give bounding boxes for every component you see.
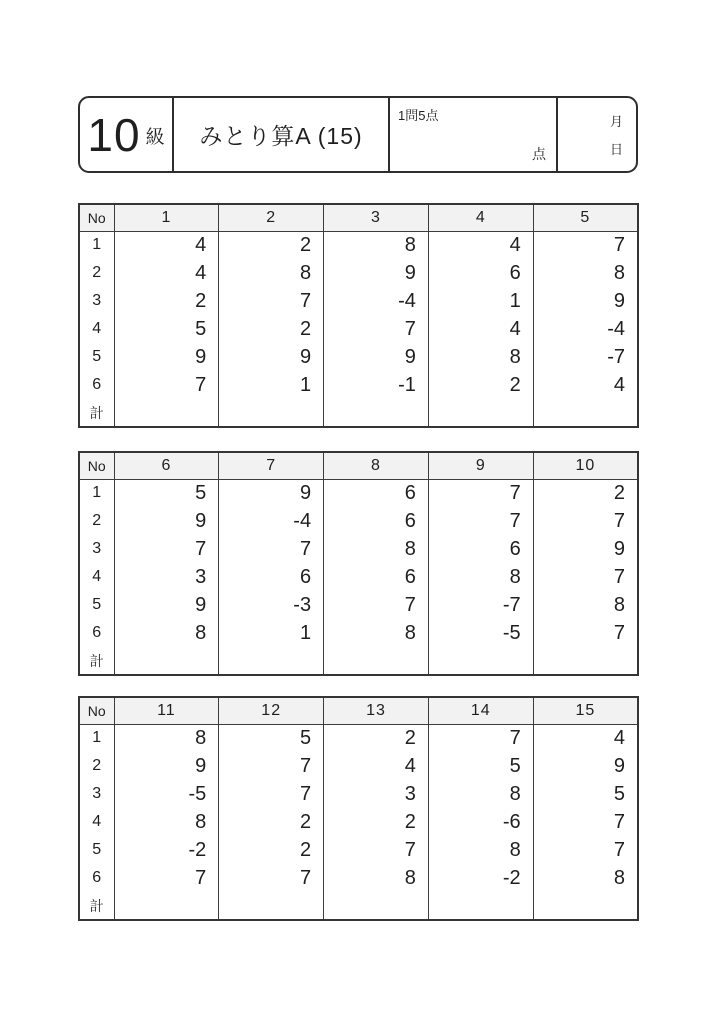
column-header-row: [79, 697, 638, 724]
value-cell: 7: [219, 535, 324, 563]
level-cell: [80, 98, 174, 171]
total-cell: [428, 647, 533, 675]
column-header: 4: [428, 204, 533, 231]
day-label: 日: [609, 142, 623, 157]
value-cell: 7: [428, 724, 533, 752]
row-label: 2: [79, 259, 114, 287]
value-cell: 9: [324, 259, 429, 287]
row-label: 5: [79, 591, 114, 619]
value-cell: 7: [324, 591, 429, 619]
value-cell: 8: [114, 619, 219, 647]
value-cell: 4: [114, 231, 219, 259]
table-row: [79, 808, 638, 836]
no-header: No: [79, 204, 114, 231]
value-cell: -4: [324, 287, 429, 315]
total-cell: [324, 647, 429, 675]
value-cell: 7: [533, 808, 638, 836]
value-cell: -5: [114, 780, 219, 808]
level-number: 10: [87, 108, 141, 161]
value-cell: 2: [114, 287, 219, 315]
value-cell: 7: [324, 315, 429, 343]
value-cell: 1: [219, 619, 324, 647]
table-row: [79, 724, 638, 752]
value-cell: -1: [324, 371, 429, 399]
value-cell: 3: [324, 780, 429, 808]
column-header: 13: [324, 697, 429, 724]
value-cell: 9: [114, 752, 219, 780]
row-label: 6: [79, 371, 114, 399]
value-cell: 5: [114, 479, 219, 507]
value-cell: 8: [428, 343, 533, 371]
row-label: 4: [79, 563, 114, 591]
row-label: 5: [79, 836, 114, 864]
column-header: 3: [324, 204, 429, 231]
total-cell: [428, 892, 533, 920]
value-cell: 7: [114, 535, 219, 563]
total-cell: [533, 892, 638, 920]
level-suffix: 級: [145, 127, 165, 148]
value-cell: 6: [428, 259, 533, 287]
worksheet-title: みとり算A (15): [174, 98, 390, 171]
total-row: [79, 399, 638, 427]
value-cell: -5: [428, 619, 533, 647]
column-header: 1: [114, 204, 219, 231]
no-header: No: [79, 697, 114, 724]
value-cell: 7: [114, 371, 219, 399]
total-cell: [533, 399, 638, 427]
value-cell: 7: [428, 507, 533, 535]
value-cell: 7: [533, 836, 638, 864]
value-cell: 2: [219, 836, 324, 864]
value-cell: 7: [114, 864, 219, 892]
value-cell: 8: [324, 619, 429, 647]
total-cell: [219, 647, 324, 675]
value-cell: 4: [533, 724, 638, 752]
value-cell: 8: [114, 724, 219, 752]
value-cell: 1: [219, 371, 324, 399]
table-row: [79, 343, 638, 371]
column-header: 6: [114, 452, 219, 479]
row-label: 3: [79, 535, 114, 563]
value-cell: 9: [533, 752, 638, 780]
value-cell: 4: [114, 259, 219, 287]
value-cell: 8: [219, 259, 324, 287]
row-label: 3: [79, 780, 114, 808]
table-row: [79, 507, 638, 535]
column-header: 12: [219, 697, 324, 724]
value-cell: 2: [428, 371, 533, 399]
value-cell: 5: [428, 752, 533, 780]
value-cell: 9: [533, 535, 638, 563]
value-cell: 8: [324, 231, 429, 259]
points-unit-label: 点: [532, 146, 546, 162]
value-cell: 2: [533, 479, 638, 507]
value-cell: 7: [219, 780, 324, 808]
value-cell: 8: [428, 563, 533, 591]
value-cell: 4: [428, 231, 533, 259]
table-row: [79, 864, 638, 892]
row-label: 6: [79, 619, 114, 647]
value-cell: -4: [219, 507, 324, 535]
value-cell: 9: [324, 343, 429, 371]
total-cell: [114, 399, 219, 427]
table-row: [79, 259, 638, 287]
total-label: 計: [79, 399, 114, 427]
column-header: 9: [428, 452, 533, 479]
value-cell: 7: [219, 287, 324, 315]
total-cell: [219, 399, 324, 427]
total-label: 計: [79, 892, 114, 920]
value-cell: 2: [324, 808, 429, 836]
value-cell: 1: [428, 287, 533, 315]
date-cell: [558, 98, 636, 171]
table-row: [79, 591, 638, 619]
value-cell: -2: [428, 864, 533, 892]
value-cell: 7: [533, 507, 638, 535]
total-cell: [324, 399, 429, 427]
row-label: 1: [79, 231, 114, 259]
table-row: [79, 780, 638, 808]
table-row: [79, 563, 638, 591]
value-cell: 3: [114, 563, 219, 591]
value-cell: 7: [219, 752, 324, 780]
value-cell: 2: [219, 231, 324, 259]
value-cell: 8: [428, 836, 533, 864]
row-label: 2: [79, 507, 114, 535]
value-cell: 4: [533, 371, 638, 399]
value-cell: 9: [219, 479, 324, 507]
value-cell: 4: [324, 752, 429, 780]
value-cell: 5: [219, 724, 324, 752]
value-cell: 7: [324, 836, 429, 864]
value-cell: -7: [533, 343, 638, 371]
total-cell: [428, 399, 533, 427]
total-cell: [219, 892, 324, 920]
value-cell: 2: [324, 724, 429, 752]
value-cell: 8: [533, 591, 638, 619]
value-cell: 6: [324, 479, 429, 507]
value-cell: 2: [219, 315, 324, 343]
table-row: [79, 535, 638, 563]
value-cell: 2: [219, 808, 324, 836]
value-cell: 9: [533, 287, 638, 315]
value-cell: -6: [428, 808, 533, 836]
value-cell: 8: [324, 535, 429, 563]
column-header: 7: [219, 452, 324, 479]
total-cell: [324, 892, 429, 920]
row-label: 4: [79, 315, 114, 343]
total-cell: [533, 647, 638, 675]
value-cell: 8: [324, 864, 429, 892]
value-cell: 9: [114, 591, 219, 619]
table-row: [79, 371, 638, 399]
value-cell: 7: [533, 231, 638, 259]
table-row: [79, 315, 638, 343]
value-cell: 4: [428, 315, 533, 343]
value-cell: 6: [324, 563, 429, 591]
value-cell: -2: [114, 836, 219, 864]
worksheet-header: [78, 96, 638, 173]
problem-table-11-15: [78, 696, 639, 921]
row-label: 5: [79, 343, 114, 371]
column-header-row: [79, 204, 638, 231]
table-row: [79, 231, 638, 259]
no-header: No: [79, 452, 114, 479]
value-cell: 6: [428, 535, 533, 563]
value-cell: 8: [114, 808, 219, 836]
table-row: [79, 479, 638, 507]
score-cell: [390, 98, 558, 171]
row-label: 6: [79, 864, 114, 892]
total-row: [79, 892, 638, 920]
column-header: 11: [114, 697, 219, 724]
value-cell: 7: [219, 864, 324, 892]
column-header: 14: [428, 697, 533, 724]
row-label: 1: [79, 479, 114, 507]
column-header: 5: [533, 204, 638, 231]
total-cell: [114, 647, 219, 675]
column-header: 2: [219, 204, 324, 231]
problem-table-1-5: [78, 203, 639, 428]
value-cell: -4: [533, 315, 638, 343]
value-cell: 5: [114, 315, 219, 343]
row-label: 2: [79, 752, 114, 780]
value-cell: -7: [428, 591, 533, 619]
value-cell: 6: [219, 563, 324, 591]
value-cell: 9: [114, 343, 219, 371]
total-label: 計: [79, 647, 114, 675]
column-header: 15: [533, 697, 638, 724]
table-row: [79, 752, 638, 780]
value-cell: 9: [219, 343, 324, 371]
value-cell: 5: [533, 780, 638, 808]
value-cell: 6: [324, 507, 429, 535]
value-cell: 7: [533, 563, 638, 591]
column-header: 8: [324, 452, 429, 479]
value-cell: 8: [533, 259, 638, 287]
month-label: 月: [609, 114, 623, 129]
table-row: [79, 836, 638, 864]
table-row: [79, 287, 638, 315]
total-cell: [114, 892, 219, 920]
row-label: 1: [79, 724, 114, 752]
value-cell: -3: [219, 591, 324, 619]
value-cell: 8: [428, 780, 533, 808]
total-row: [79, 647, 638, 675]
value-cell: 7: [533, 619, 638, 647]
value-cell: 7: [428, 479, 533, 507]
column-header: 10: [533, 452, 638, 479]
table-row: [79, 619, 638, 647]
column-header-row: [79, 452, 638, 479]
points-per-question-note: 1問5点: [398, 108, 439, 123]
value-cell: 8: [533, 864, 638, 892]
row-label: 4: [79, 808, 114, 836]
row-label: 3: [79, 287, 114, 315]
problem-table-6-10: [78, 451, 639, 676]
value-cell: 9: [114, 507, 219, 535]
